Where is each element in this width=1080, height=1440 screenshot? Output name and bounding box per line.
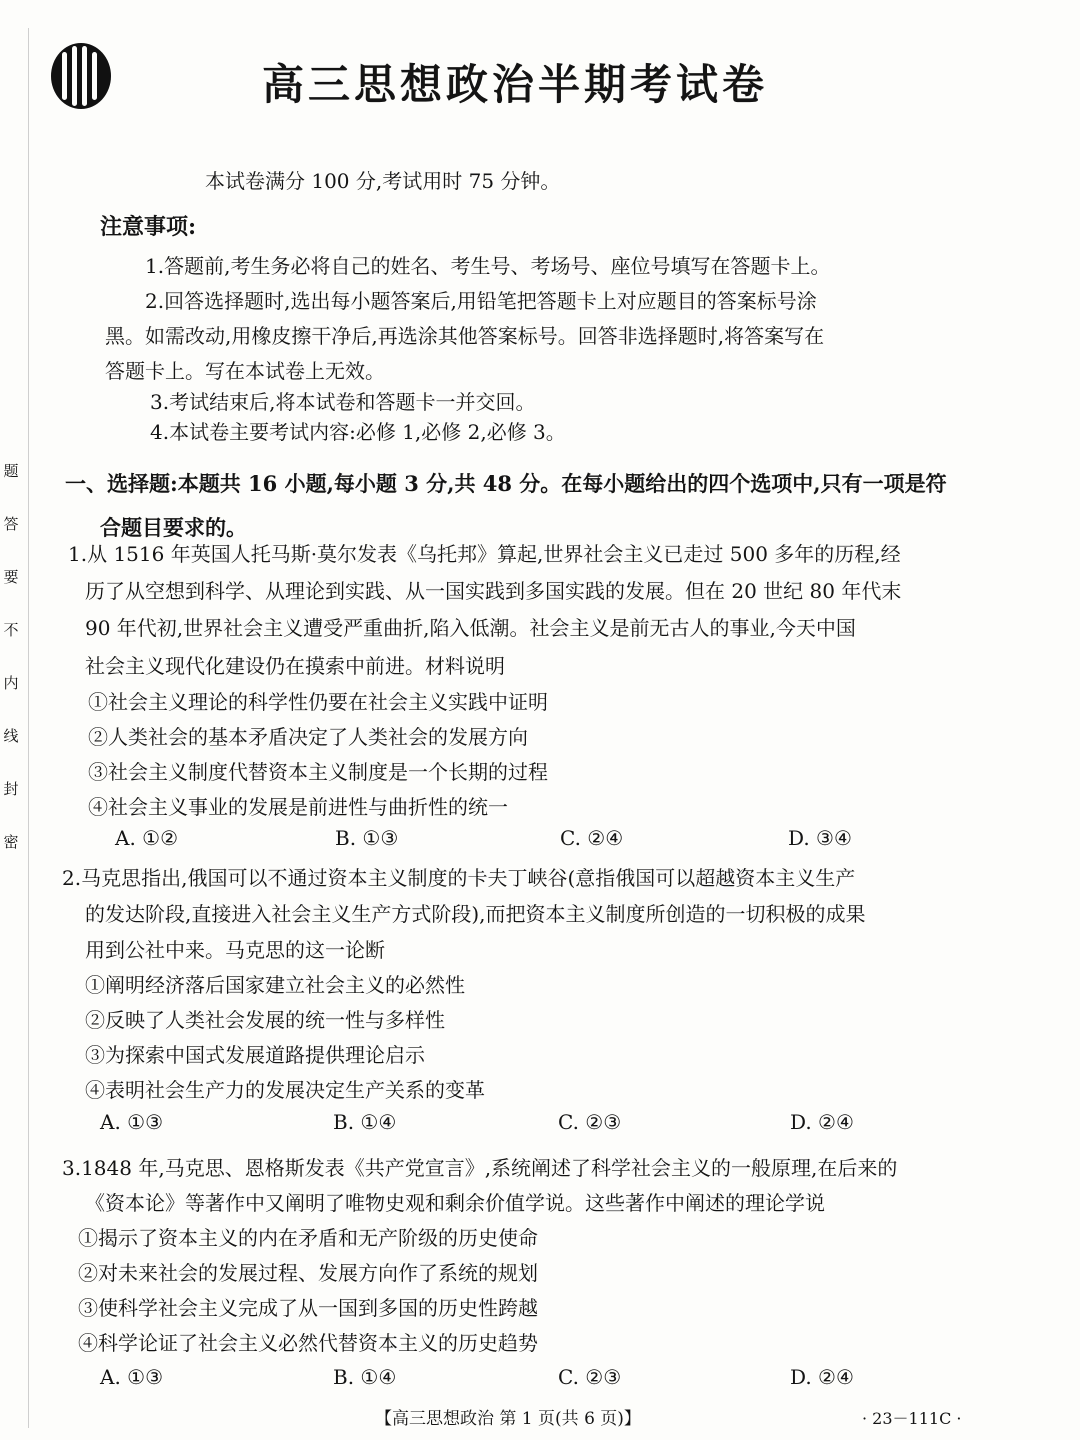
option-d: D. ③④ [788, 826, 852, 850]
seal-char: 线 [3, 727, 19, 745]
question-1-stem: 1.从 1516 年英国人托马斯·莫尔发表《乌托邦》算起,世界社会主义已走过 500 多年的历程,经 [68, 542, 901, 566]
question-1-item: ①社会主义理论的科学性仍要在社会主义实践中证明 [88, 690, 548, 714]
option-a: A. ①③ [100, 1365, 164, 1389]
option-b: B. ①④ [333, 1365, 397, 1389]
question-3-options [100, 1365, 854, 1389]
seal-char: 题 [3, 462, 19, 480]
notice-line: 答题卡上。写在本试卷上无效。 [105, 359, 385, 383]
question-1-stem: 90 年代初,世界社会主义遭受严重曲折,陷入低潮。社会主义是前无古人的事业,今天中国 [85, 616, 856, 640]
question-2-item: ②反映了人类社会发展的统一性与多样性 [85, 1008, 445, 1032]
question-3-item: ②对未来社会的发展过程、发展方向作了系统的规划 [78, 1261, 538, 1285]
notice-line: 3.考试结束后,将本试卷和答题卡一并交回。 [150, 390, 536, 414]
option-b: B. ①④ [333, 1110, 397, 1134]
question-1-item: ③社会主义制度代替资本主义制度是一个长期的过程 [88, 760, 548, 784]
section-heading: 一、选择题:本题共 16 小题,每小题 3 分,共 48 分。在每小题给出的四个选项中,只有一项是符 [65, 471, 947, 496]
question-2-item: ①阐明经济落后国家建立社会主义的必然性 [85, 973, 465, 997]
seal-char: 封 [3, 780, 19, 798]
option-b: B. ①③ [335, 826, 399, 850]
margin-rule [28, 28, 29, 1428]
option-c: C. ②③ [558, 1365, 622, 1389]
exam-intro: 本试卷满分 100 分,考试用时 75 分钟。 [205, 169, 561, 193]
seal-char: 不 [3, 621, 19, 639]
question-2-stem: 用到公社中来。马克思的这一论断 [85, 938, 385, 962]
question-2-stem: 2.马克思指出,俄国可以不通过资本主义制度的卡夫丁峡谷(意指俄国可以超越资本主义生产 [62, 866, 856, 890]
question-1-stem: 历了从空想到科学、从理论到实践、从一国实践到多国实践的发展。但在 20 世纪 80 年代末 [85, 579, 902, 603]
seal-char: 内 [3, 674, 19, 692]
question-3-stem: 《资本论》等著作中又阐明了唯物史观和剩余价值学说。这些著作中阐述的理论学说 [85, 1191, 825, 1215]
question-1-options [115, 826, 852, 850]
notice-heading: 注意事项: [100, 214, 197, 240]
question-2-stem: 的发达阶段,直接进入社会主义生产方式阶段),而把资本主义制度所创造的一切积极的成果 [85, 902, 866, 926]
page-footer: 【高三思想政治 第 1 页(共 6 页)】 [375, 1409, 641, 1429]
option-a: A. ①③ [100, 1110, 164, 1134]
question-1-item: ④社会主义事业的发展是前进性与曲折性的统一 [88, 795, 508, 819]
option-c: C. ②④ [560, 826, 624, 850]
seal-line-notice [0, 445, 22, 869]
option-d: D. ②④ [790, 1110, 854, 1134]
question-2-item: ③为探索中国式发展道路提供理论启示 [85, 1043, 425, 1067]
notice-line: 2.回答选择题时,选出每小题答案后,用铅笔把答题卡上对应题目的答案标号涂 [145, 289, 817, 313]
question-3-stem: 3.1848 年,马克思、恩格斯发表《共产党宣言》,系统阐述了科学社会主义的一般原理,在后来的 [62, 1156, 898, 1180]
question-3-item: ④科学论证了社会主义必然代替资本主义的历史趋势 [78, 1331, 538, 1355]
exam-title: 高三思想政治半期考试卷 [262, 60, 769, 109]
option-a: A. ①② [115, 826, 179, 850]
question-3-item: ①揭示了资本主义的内在矛盾和无产阶级的历史使命 [78, 1226, 538, 1250]
seal-char: 答 [3, 515, 19, 533]
notice-line: 4.本试卷主要考试内容:必修 1,必修 2,必修 3。 [150, 420, 566, 444]
option-c: C. ②③ [558, 1110, 622, 1134]
question-2-item: ④表明社会生产力的发展决定生产关系的变革 [85, 1078, 485, 1102]
option-d: D. ②④ [790, 1365, 854, 1389]
question-3-item: ③使科学社会主义完成了从一国到多国的历史性跨越 [78, 1296, 538, 1320]
section-heading-cont: 合题目要求的。 [100, 515, 247, 540]
seal-char: 密 [3, 833, 19, 851]
notice-line: 黑。如需改动,用橡皮擦干净后,再选涂其他答案标号。回答非选择题时,将答案写在 [105, 324, 825, 348]
publisher-logo [48, 40, 114, 112]
notice-line: 1.答题前,考生务必将自己的姓名、考生号、考场号、座位号填写在答题卡上。 [145, 254, 831, 278]
question-1-item: ②人类社会的基本矛盾决定了人类社会的发展方向 [88, 725, 528, 749]
exam-code: · 23－111C · [862, 1409, 962, 1428]
seal-char: 要 [3, 568, 19, 586]
question-1-stem: 社会主义现代化建设仍在摸索中前进。材料说明 [85, 654, 505, 678]
question-2-options [100, 1110, 854, 1134]
